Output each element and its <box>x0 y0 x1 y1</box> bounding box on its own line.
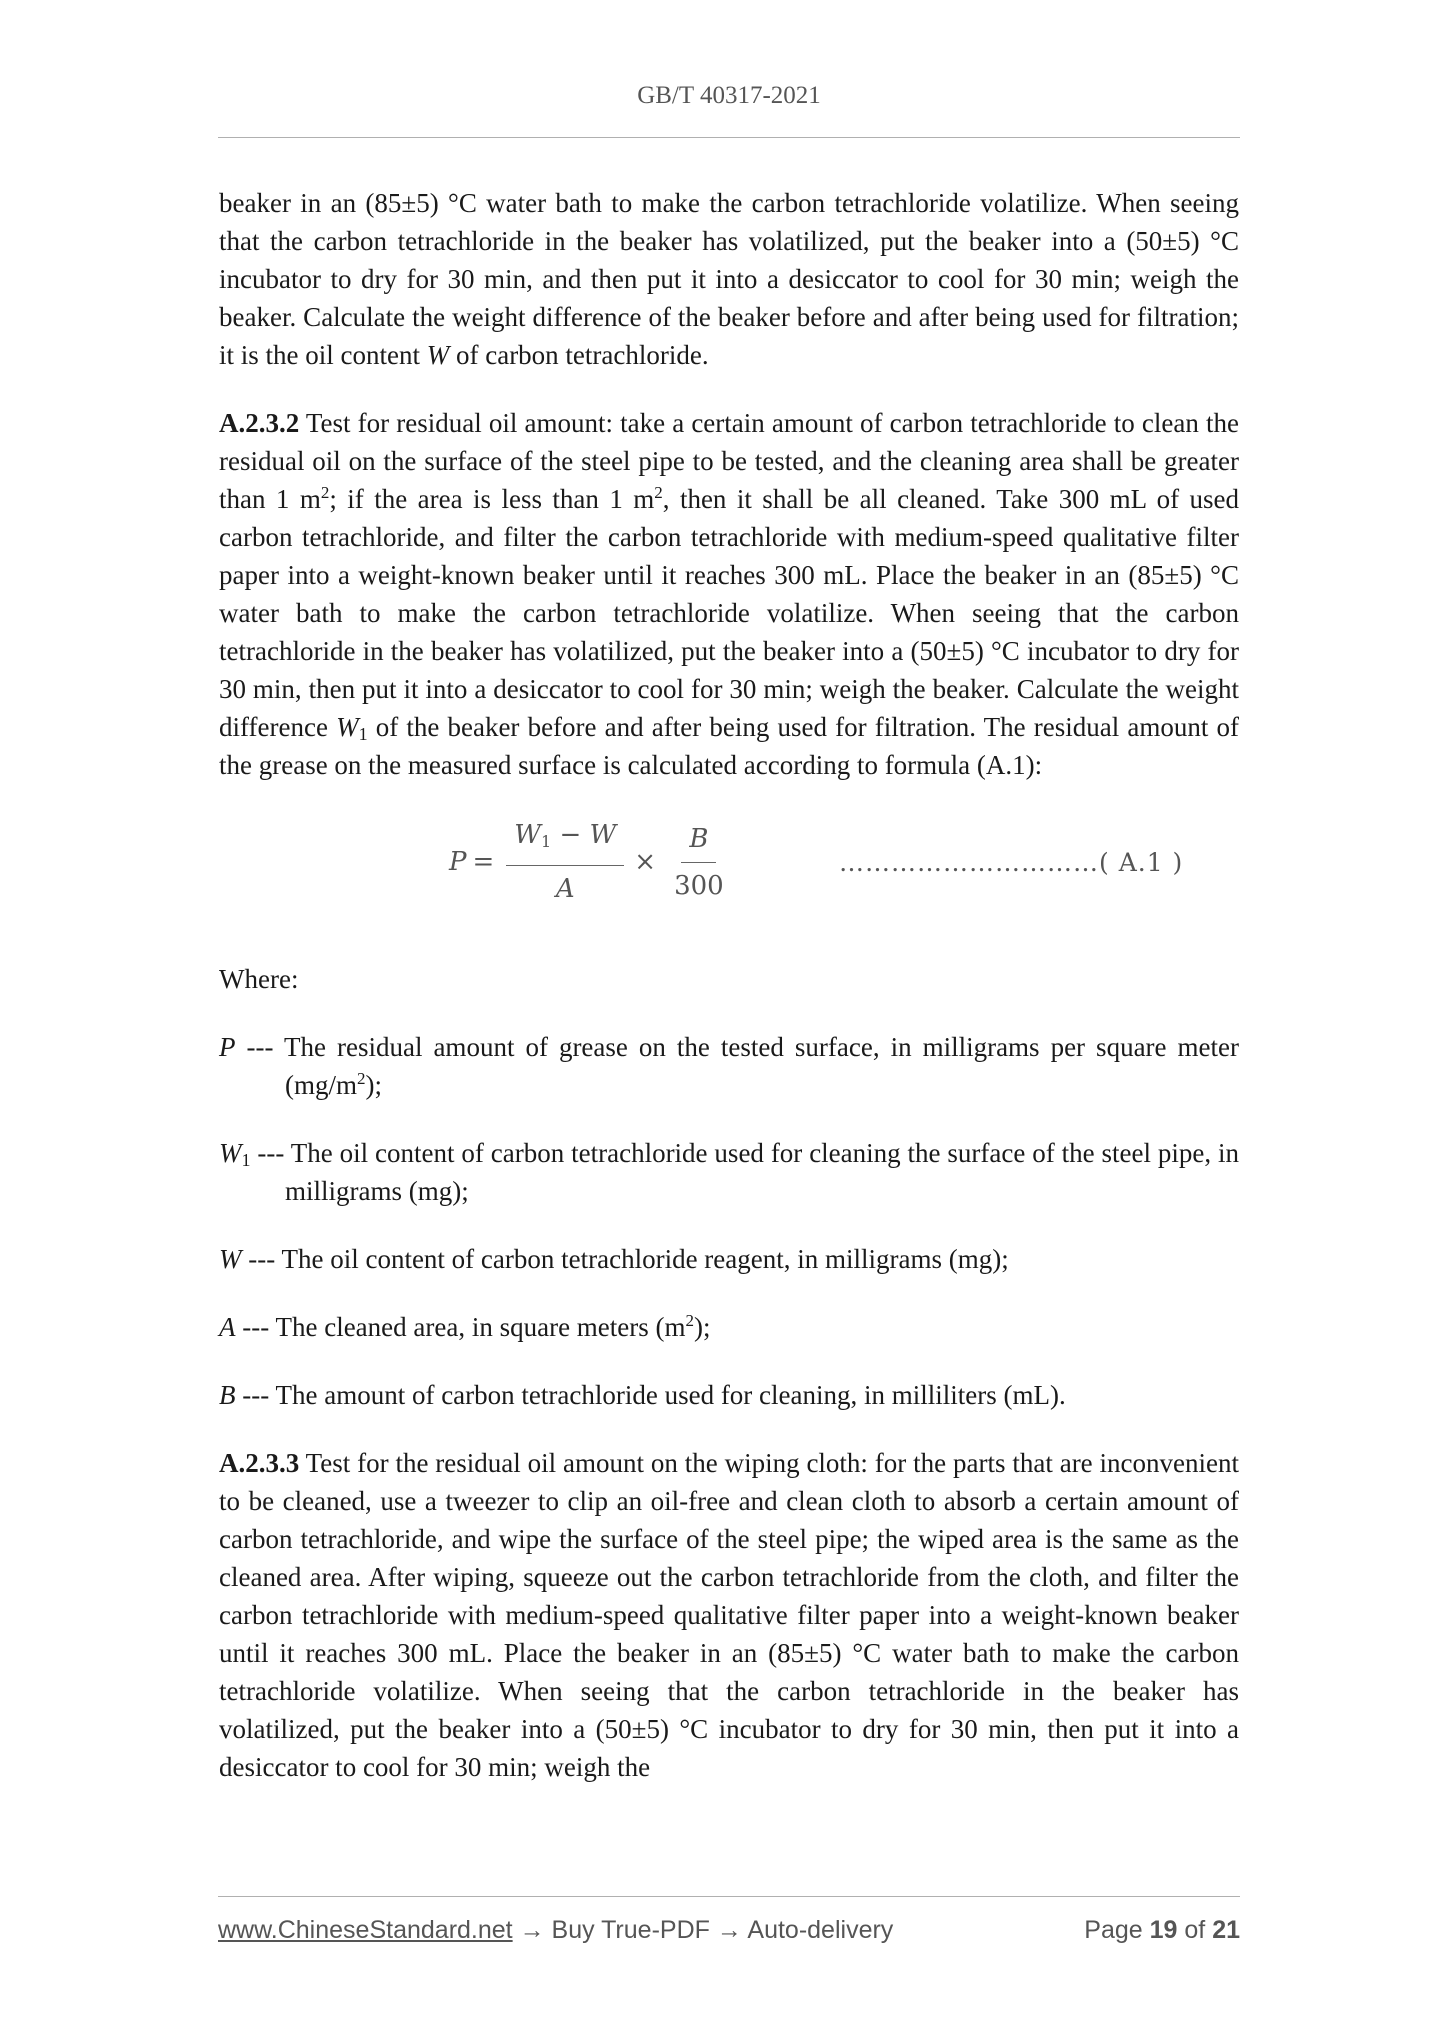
formula-number: …………………………( A.1 ) <box>839 848 1184 877</box>
formula-times: × <box>634 847 657 877</box>
definition-a: A --- The cleaned area, in square meters $(m^2)$; <box>219 1311 711 1342</box>
where-label: Where: <box>219 964 299 994</box>
formula-expression <box>449 814 738 910</box>
clause-a232: A.2.3.2 Test for residual oil amount: take a certain amount of carbon tetrachloride to clean the residual oil on the surface of the steel pipe to be tested, and the cleaning area shall be greater than 1 $m^2$; if the area is less than 1 $m^2$, then it shall be all cleaned. Take 300 mL of used carbon tetrachloride, and filter the carbon tetrachloride with medium-speed qualitative filter paper into a weight-known beaker until it reaches 300 mL. Place the beaker in an (85±5) °C water bath to make the carbon tetrachloride volatilize. When seeing that the carbon tetrachloride in the beaker has volatilized, put the beaker into a (50±5) °C incubator to dry for 30 min, then put it into a desiccator to cool for 30 min; weigh the beaker. Calculate the weight difference W1 of the beaker before and after being used for filtration. The residual amount of the grease on the measured surface is calculated according to formula (A.1): <box>219 408 1239 780</box>
footer-divider <box>218 1896 1240 1897</box>
paragraph-continuation: beaker in an (85±5) °C water bath to make the carbon tetrachloride volatilize. When seeing that the carbon tetrachloride in the beaker has volatilized, put the beaker into a (50±5) °C incubator to dry for 30 min, and then put it into a desiccator to cool for 30 min; weigh the beaker. Calculate the weight difference of the beaker before and after being used for filtration; it is the oil content W of carbon tetrachloride. <box>219 188 1239 370</box>
definition-w: W --- The oil content of carbon tetrachloride reagent, in milligrams (mg); <box>219 1244 1009 1274</box>
website-link[interactable]: www.ChineseStandard.net <box>218 1916 513 1944</box>
promo-text: → Buy True-PDF → Auto-delivery <box>512 1916 894 1944</box>
fraction-w1-minus-w-over-a: $\frac{W_1 - W}{A}$ <box>506 816 624 908</box>
variable-w: W <box>426 340 450 370</box>
document-header: GB/T 40317-2021 <box>637 82 821 109</box>
fraction-b-over-300: $\frac{B}{300}$ <box>666 820 732 905</box>
formula-a1 <box>219 814 1239 934</box>
clause-a233: A.2.3.3 Test for the residual oil amount on the wiping cloth: for the parts that are inconvenient to be cleaned, use a tweezer to clip an oil-free and clean cloth to absorb a certain amount of carbon tetrachloride, and wipe the surface of the steel pipe; the wiped area is the same as the cleaned area. After wiping, squeeze out the carbon tetrachloride from the cloth, and filter the carbon tetrachloride with medium-speed qualitative filter paper into a weight-known beaker until it reaches 300 mL. Place the beaker in an (85±5) °C water bath to make the carbon tetrachloride volatilize. When seeing that the carbon tetrachloride in the beaker has volatilized, put the beaker into a (50±5) °C incubator to dry for 30 min, then put it into a desiccator to cool for 30 min; weigh the <box>219 1448 1239 1782</box>
clause-number: A.2.3.2 <box>219 408 300 438</box>
formula-equals: = <box>472 847 495 877</box>
clause-number: A.2.3.3 <box>219 1448 300 1478</box>
definition-p: P --- The residual amount of grease on the tested surface, in milligrams per square meter $(mg/m^2)$; <box>219 1032 1239 1100</box>
page-number: 19 <box>1149 1916 1178 1944</box>
document-body <box>219 184 1239 1816</box>
document-footer <box>218 1916 1240 1952</box>
definition-b: B --- The amount of carbon tetrachloride used for cleaning, in milliliters (mL). <box>219 1380 1066 1410</box>
page-total: 21 <box>1212 1916 1240 1944</box>
page-indicator: Page 19 of 21 <box>1084 1916 1240 1944</box>
variable-w1: W1 <box>336 712 368 744</box>
definition-w1: W1 --- The oil content of carbon tetrachloride used for cleaning the surface of the steel pipe, in milligrams (mg); <box>219 1138 1239 1206</box>
formula-lhs: P <box>449 847 467 877</box>
header-divider <box>218 137 1240 138</box>
